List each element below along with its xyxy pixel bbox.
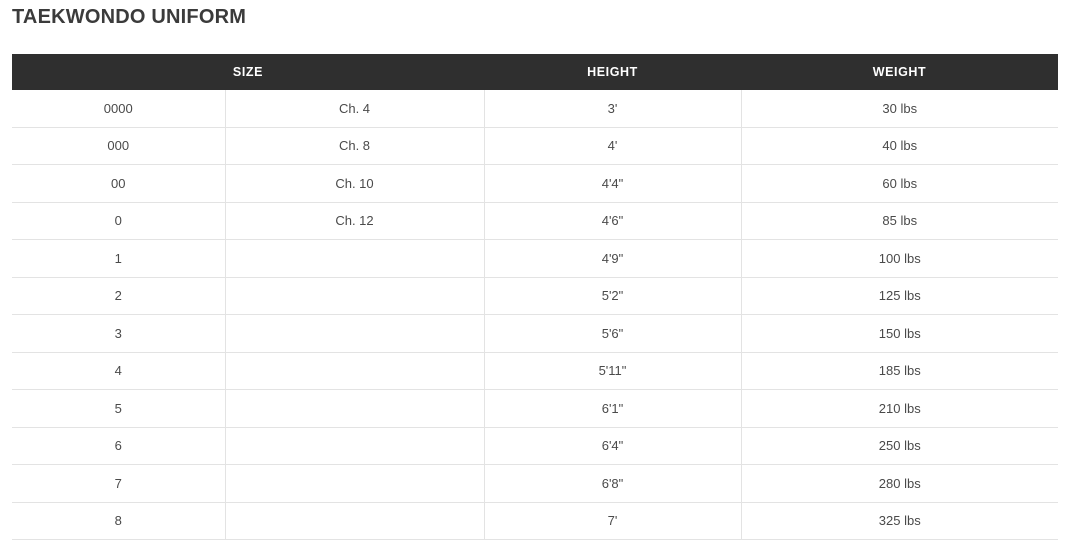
cell-size: 5 bbox=[12, 390, 225, 428]
table-row bbox=[12, 390, 1058, 428]
cell-chest bbox=[225, 390, 484, 428]
cell-weight: 150 lbs bbox=[741, 315, 1058, 353]
cell-chest: Ch. 12 bbox=[225, 202, 484, 240]
table-header-row bbox=[12, 54, 1058, 90]
cell-size: 6 bbox=[12, 427, 225, 465]
cell-chest bbox=[225, 240, 484, 278]
cell-size: 1 bbox=[12, 240, 225, 278]
cell-height: 5'2" bbox=[484, 277, 741, 315]
cell-size: 3 bbox=[12, 315, 225, 353]
cell-height: 7' bbox=[484, 502, 741, 540]
table-row bbox=[12, 202, 1058, 240]
cell-height: 3' bbox=[484, 90, 741, 127]
cell-weight: 30 lbs bbox=[741, 90, 1058, 127]
size-chart-table bbox=[12, 54, 1058, 540]
table-row bbox=[12, 502, 1058, 540]
table-row bbox=[12, 240, 1058, 278]
table-header bbox=[12, 54, 1058, 90]
cell-weight: 100 lbs bbox=[741, 240, 1058, 278]
cell-size: 0 bbox=[12, 202, 225, 240]
cell-height: 5'11" bbox=[484, 352, 741, 390]
table-row bbox=[12, 427, 1058, 465]
cell-weight: 60 lbs bbox=[741, 165, 1058, 203]
cell-chest bbox=[225, 465, 484, 503]
table-row bbox=[12, 277, 1058, 315]
cell-chest: Ch. 8 bbox=[225, 127, 484, 165]
cell-chest bbox=[225, 315, 484, 353]
cell-size: 7 bbox=[12, 465, 225, 503]
cell-size: 4 bbox=[12, 352, 225, 390]
cell-weight: 250 lbs bbox=[741, 427, 1058, 465]
cell-weight: 185 lbs bbox=[741, 352, 1058, 390]
cell-chest: Ch. 10 bbox=[225, 165, 484, 203]
cell-height: 4' bbox=[484, 127, 741, 165]
table-body bbox=[12, 90, 1058, 540]
cell-weight: 125 lbs bbox=[741, 277, 1058, 315]
cell-height: 4'4" bbox=[484, 165, 741, 203]
cell-height: 5'6" bbox=[484, 315, 741, 353]
cell-weight: 40 lbs bbox=[741, 127, 1058, 165]
cell-height: 4'9" bbox=[484, 240, 741, 278]
table-row bbox=[12, 90, 1058, 127]
table-row bbox=[12, 315, 1058, 353]
cell-chest: Ch. 4 bbox=[225, 90, 484, 127]
cell-weight: 210 lbs bbox=[741, 390, 1058, 428]
cell-chest bbox=[225, 277, 484, 315]
cell-height: 6'8" bbox=[484, 465, 741, 503]
cell-size: 8 bbox=[12, 502, 225, 540]
column-header-height: HEIGHT bbox=[484, 54, 741, 90]
cell-weight: 280 lbs bbox=[741, 465, 1058, 503]
cell-size: 00 bbox=[12, 165, 225, 203]
cell-chest bbox=[225, 352, 484, 390]
size-chart-container bbox=[12, 54, 1058, 540]
cell-height: 6'4" bbox=[484, 427, 741, 465]
table-row bbox=[12, 352, 1058, 390]
table-row bbox=[12, 465, 1058, 503]
cell-chest bbox=[225, 427, 484, 465]
cell-size: 0000 bbox=[12, 90, 225, 127]
page-title: TAEKWONDO UNIFORM bbox=[12, 6, 247, 28]
cell-weight: 85 lbs bbox=[741, 202, 1058, 240]
cell-size: 000 bbox=[12, 127, 225, 165]
cell-size: 2 bbox=[12, 277, 225, 315]
cell-chest bbox=[225, 502, 484, 540]
column-header-weight: WEIGHT bbox=[741, 54, 1058, 90]
table-row bbox=[12, 127, 1058, 165]
table-row bbox=[12, 165, 1058, 203]
cell-height: 6'1" bbox=[484, 390, 741, 428]
cell-weight: 325 lbs bbox=[741, 502, 1058, 540]
column-header-size: SIZE bbox=[12, 54, 484, 90]
cell-height: 4'6" bbox=[484, 202, 741, 240]
